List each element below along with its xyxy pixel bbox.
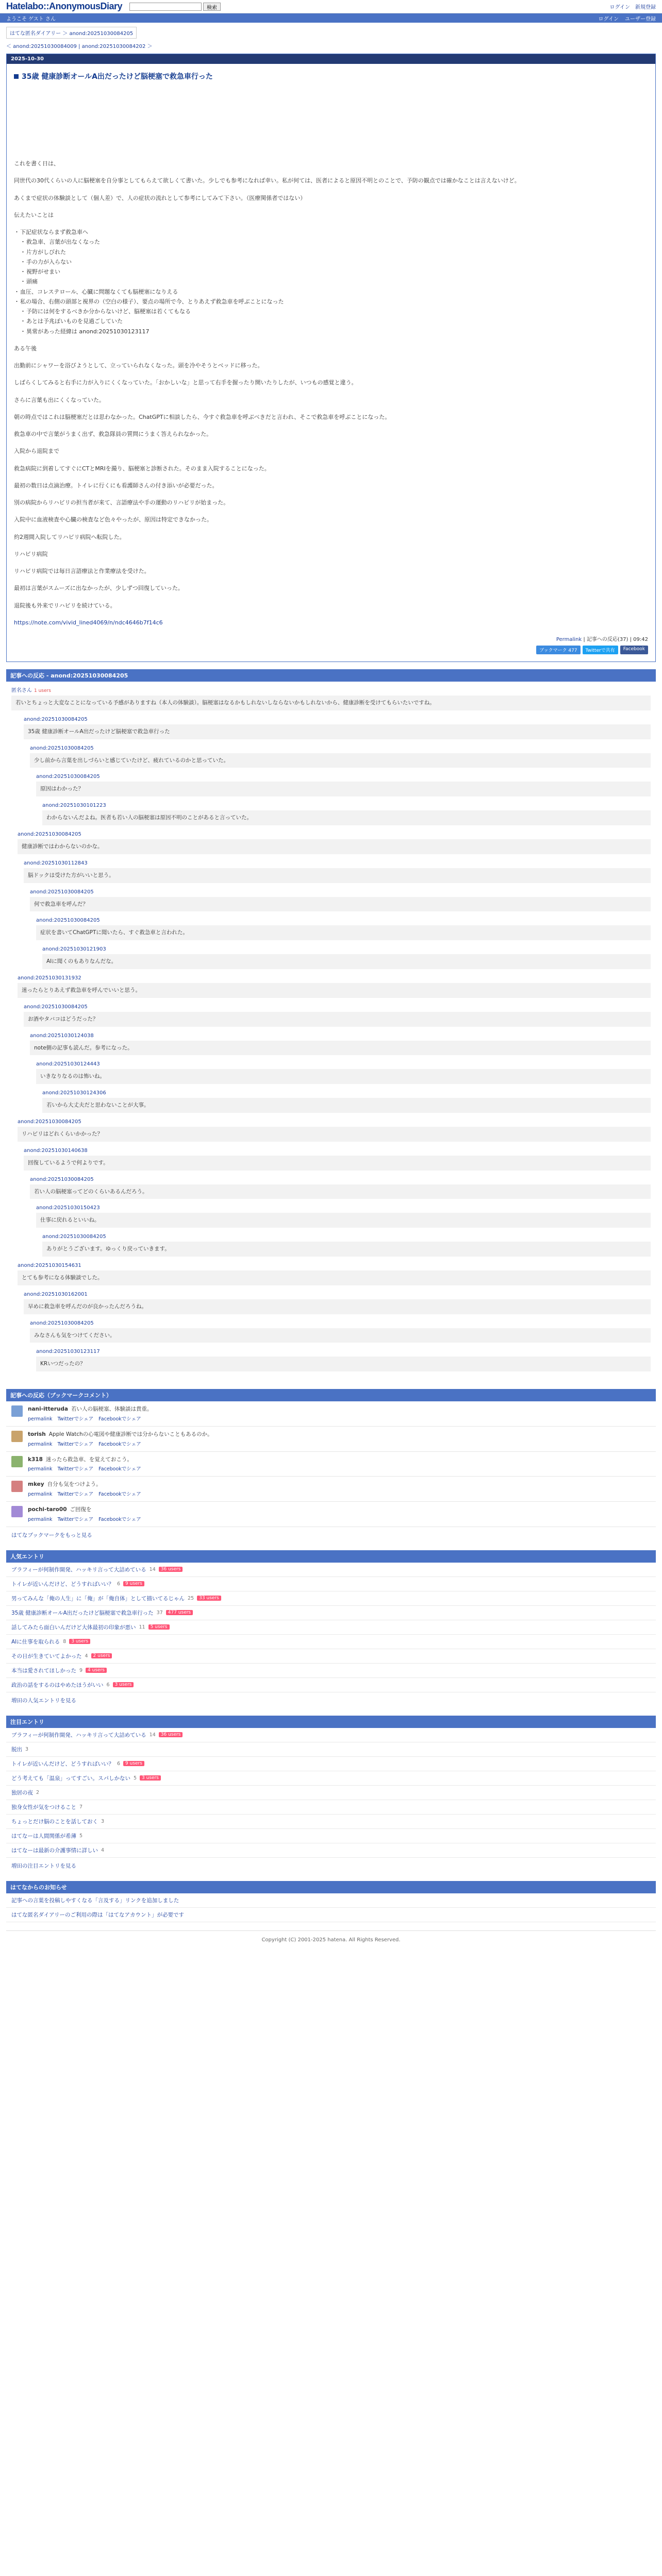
breadcrumb-link[interactable]: はてな匿名ダイアリー ＞ anond:20251030084205 xyxy=(10,31,134,37)
reply xyxy=(18,975,651,998)
reply-body: 何で救急車を呼んだ？ xyxy=(30,897,651,912)
reply-user-link[interactable]: anond:20251030084205 xyxy=(30,745,94,751)
bookmark-comment: Apple Watchの心電図や健康診断では分からないこともあるのか。 xyxy=(48,1431,213,1437)
reply-body: お酒やタバコはどうだった？ xyxy=(24,1012,651,1027)
bookmarks-more-link[interactable]: はてなブックマークをもっと見る xyxy=(11,1532,92,1538)
entry xyxy=(6,54,656,662)
popular-badge[interactable]: 2 users xyxy=(91,1653,112,1658)
reply xyxy=(30,1177,651,1199)
body-line: しばらくしてみると右手に力が入りにくくなっていた。「おかしいな」と思って右手を握ったり開いたりしたが、いつもの感覚と違う。 xyxy=(14,379,357,386)
reply-user-link[interactable]: anond:20251030121903 xyxy=(42,946,106,953)
body-line: 出勤前にシャワーを浴びようとして、立っていられなくなった。頭を冷やそうとベッドに移った。 xyxy=(14,362,263,369)
bookmark-meta-link[interactable]: permalink xyxy=(28,1466,53,1472)
reply xyxy=(24,860,651,883)
register-link[interactable]: 新規登録 xyxy=(635,5,656,10)
bookmarks-list xyxy=(6,1401,656,1527)
bookmark-meta-link[interactable]: Twitterでシェア xyxy=(57,1492,94,1498)
avatar[interactable] xyxy=(11,1456,23,1467)
reply-body: 35歳 健康診断オールA出だったけど脳梗塞で救急車行った xyxy=(24,724,651,739)
reply-body: 若いから大丈夫だと思わないことが大事。 xyxy=(42,1098,651,1113)
popular-item xyxy=(6,1577,656,1591)
nav-login[interactable]: ログイン xyxy=(598,16,619,22)
reply xyxy=(30,1033,651,1056)
reply xyxy=(24,1148,651,1171)
avatar[interactable] xyxy=(11,1506,23,1517)
popular-badge[interactable]: 3 users xyxy=(113,1682,134,1687)
reply-body: 迷ったらとりあえず救急車を呼んでいいと思う。 xyxy=(18,983,651,998)
entry-title[interactable] xyxy=(14,71,648,81)
bookmark-meta xyxy=(28,1465,146,1472)
popular-title-link[interactable]: 本当は愛されてほしかった xyxy=(11,1667,76,1674)
reply-header xyxy=(36,918,651,923)
body-line: ある午後 xyxy=(14,345,37,352)
search-input[interactable] xyxy=(129,3,202,11)
popular-count: 6 xyxy=(117,1581,121,1587)
hot-count: 6 xyxy=(117,1760,121,1767)
bookmark-item xyxy=(6,1427,656,1452)
hot-item xyxy=(6,1742,656,1757)
reply-header xyxy=(30,745,651,751)
reply xyxy=(18,1119,651,1142)
entry-paragraph: 伝えたいことは xyxy=(14,211,54,218)
bookmark-meta xyxy=(28,1440,213,1447)
body-heading: 入院から退院まで xyxy=(14,448,59,455)
hot-count: 3 xyxy=(25,1746,29,1752)
popular-item xyxy=(6,1606,656,1620)
bookmark-text xyxy=(28,1431,213,1439)
bookmark-button[interactable]: ブックマーク 477 xyxy=(536,646,580,654)
site-logo[interactable]: Hatelabo::AnonymousDiary xyxy=(6,1,123,11)
bookmark-meta xyxy=(28,1490,146,1497)
reply-body: 若いとちょっと大変なことになっている予感がありますね（本人の体験談）。脳梗塞はなるかもしれないしならないかもしれないから、健康診断を受けてもらいたいですね。 xyxy=(11,696,651,710)
reply-body: 早めに救急車を呼んだのが良かったんだろうね。 xyxy=(24,1299,651,1314)
bookmark-meta-link[interactable]: Twitterでシェア xyxy=(57,1416,94,1422)
entry-date: 2025-10-30 xyxy=(7,54,655,64)
bullet-item: ・ 予防には何をするべきか分からないけど、脳梗塞は若くてもなる xyxy=(14,307,648,316)
body-heading: リハビリ病院 xyxy=(14,550,48,557)
reply-header xyxy=(42,1090,651,1096)
reply-body: リハビリはどれくらいかかった？ xyxy=(18,1127,651,1142)
reply xyxy=(30,889,651,912)
notice-list xyxy=(6,1893,656,1922)
reply-header xyxy=(42,1234,651,1240)
reply xyxy=(36,1061,651,1084)
bookmark-text xyxy=(28,1405,153,1414)
hot-item xyxy=(6,1843,656,1858)
reply-body: とても参考になる体験談でした。 xyxy=(18,1270,651,1285)
bookmark-meta-link[interactable]: Twitterでシェア xyxy=(57,1516,94,1522)
hot-title-link[interactable]: 独居の夜 xyxy=(11,1789,33,1796)
reply-user-link[interactable]: anond:20251030084205 xyxy=(36,774,100,780)
popular-title-link[interactable]: ブラフィーが何制作開発、ハッキリ言って大詰めている xyxy=(11,1566,146,1573)
reply-body: 仕事に戻れるといいね。 xyxy=(36,1213,651,1228)
reply-user-link[interactable]: anond:20251030084205 xyxy=(24,716,88,722)
reply-body: 回復しているようで何よりです。 xyxy=(24,1156,651,1171)
popular-count: 4 xyxy=(85,1653,88,1659)
hot-more-link[interactable]: 増田の注目エントリを見る xyxy=(11,1862,76,1869)
hot-title-link[interactable]: はてなーは人間関係が希薄 xyxy=(11,1833,76,1839)
bullet-item[interactable]: ・ 異常があった経緯は anond:20251030123117 xyxy=(14,327,648,336)
bookmark-item xyxy=(6,1477,656,1502)
login-link[interactable]: ログイン xyxy=(609,5,630,10)
bullet-item: ・ 視野がせまい xyxy=(14,267,648,277)
bookmark-meta-link[interactable]: Facebookでシェア xyxy=(98,1492,141,1498)
body-line: リハビリ病院では毎日言語療法と作業療法を受けた。 xyxy=(14,568,150,574)
reply-header xyxy=(36,774,651,779)
popular-title-link[interactable]: AIに仕事を取られる xyxy=(11,1638,60,1645)
reply-header xyxy=(24,1148,651,1154)
reply xyxy=(42,1234,651,1257)
reply-body: ありがとうございます。ゆっくり戻っていきます。 xyxy=(42,1242,651,1257)
reply-header xyxy=(18,832,651,837)
reply-user-link[interactable]: anond:20251030084205 xyxy=(18,831,81,837)
hot-count: 2 xyxy=(36,1789,40,1795)
bookmark-meta-link[interactable]: Twitterでシェア xyxy=(57,1441,94,1447)
body-line: 入院中に血液検査や心臓の検査など色々やったが、原因は特定できなかった。 xyxy=(14,516,212,523)
reply-body: AIに聞くのもありなんだな。 xyxy=(42,954,651,969)
reply xyxy=(18,832,651,854)
body-line: 救急病院に到着してすぐにCTとMRIを撮り、脳梗塞と診断された。そのまま入院することになった。 xyxy=(14,465,270,472)
bookmark-item xyxy=(6,1401,656,1427)
reply-user-link[interactable]: anond:20251030154631 xyxy=(18,1262,81,1268)
reply-body: 健康診断ではわからないのかな。 xyxy=(18,839,651,854)
hot-badge[interactable]: 9 users xyxy=(123,1761,144,1766)
bookmarks-header: 記事への反応（ブックマークコメント） xyxy=(6,1389,656,1401)
reply-user-link[interactable]: anond:20251030084205 xyxy=(42,1234,106,1240)
notice-header: はてなからのお知らせ xyxy=(6,1881,656,1893)
hot-count: 14 xyxy=(149,1732,156,1738)
bookmark-content xyxy=(28,1405,153,1422)
reply-header xyxy=(30,1033,651,1039)
hot-item xyxy=(6,1771,656,1786)
popular-badge[interactable]: 9 users xyxy=(123,1581,144,1586)
body-line: 最初の数日は点滴治療。トイレに行くにも看護師さんの付き添いが必要だった。 xyxy=(14,482,218,489)
reply-user-link[interactable]: anond:20251030140638 xyxy=(24,1147,88,1154)
square-icon xyxy=(14,74,19,79)
body-line: 約2週間入院してリハビリ病院へ転院した。 xyxy=(14,533,125,540)
replies-header: 記事への反応 - anond:20251030084205 xyxy=(6,669,656,682)
hot-title-link[interactable]: 独身女性が気をつけること xyxy=(11,1804,76,1810)
reply-header xyxy=(24,1004,651,1010)
reply-header xyxy=(36,1061,651,1067)
popular-count: 25 xyxy=(188,1595,194,1601)
entry-body xyxy=(14,159,648,628)
body-line: 救急車の中で言葉がうまく出ず、救急隊員の質問にうまく答えられなかった。 xyxy=(14,431,212,437)
reply xyxy=(24,717,651,739)
reply-body: いきなりなるのは怖いね。 xyxy=(36,1069,651,1084)
reply xyxy=(36,1205,651,1228)
reply-user-link[interactable]: anond:20251030124443 xyxy=(36,1061,100,1067)
reply-header xyxy=(30,889,651,895)
bookmark-content xyxy=(28,1431,213,1447)
popular-item xyxy=(6,1649,656,1664)
reply-header xyxy=(42,803,651,808)
popular-badge[interactable]: 4 users xyxy=(86,1668,107,1673)
facebook-button[interactable]: Facebook xyxy=(620,646,648,654)
nav-bar xyxy=(0,13,662,23)
body-line: さらに言葉も出にくくなっていた。 xyxy=(14,396,105,403)
popular-count: 6 xyxy=(106,1682,110,1688)
bookmark-content xyxy=(28,1456,146,1472)
reply-body: 若い人の脳梗塞ってどのくらいあるんだろう。 xyxy=(30,1184,651,1199)
body-line: 朝の時点ではこれは脳梗塞だとは思わなかった。ChatGPTに相談したら、今すぐ救急車を呼ぶべきだと言われ、そこで救急車を呼ぶことになった。 xyxy=(14,413,391,420)
reply xyxy=(30,745,651,768)
hot-count: 7 xyxy=(79,1804,83,1810)
reply-header xyxy=(24,860,651,866)
hot-count: 3 xyxy=(101,1818,105,1824)
reply xyxy=(36,918,651,940)
reply xyxy=(30,1320,651,1343)
reply xyxy=(42,1090,651,1113)
reply-tag: 1 users xyxy=(34,688,51,693)
reply-user-link[interactable]: anond:20251030084205 xyxy=(30,1176,94,1182)
popular-title-link[interactable]: 話してみたら面白いんだけど大体最初の印象が悪い xyxy=(11,1624,136,1631)
reply-header xyxy=(18,1263,651,1268)
hot-item xyxy=(6,1800,656,1815)
hot-badge[interactable]: 3 users xyxy=(140,1775,161,1781)
bookmark-meta-link[interactable]: Facebookでシェア xyxy=(98,1416,141,1422)
body-line: 最初は言葉がスムーズに出なかったが、少しずつ回復していった。 xyxy=(14,585,184,592)
hot-count: 5 xyxy=(79,1833,83,1839)
reply-header xyxy=(24,1292,651,1297)
hot-list xyxy=(6,1728,656,1858)
bullet-item: ・ 血圧、コレステロール、心臓に問題なくても脳梗塞になりえる xyxy=(14,287,648,297)
permalink[interactable]: Permalink xyxy=(556,637,582,642)
bullet-item: ・ あとは予兆ぽいものを見過ごしていた xyxy=(14,316,648,326)
bullet-item: ・ 手の力が入らない xyxy=(14,257,648,267)
reply-body: 原因はわかった？ xyxy=(36,782,651,796)
reply-header xyxy=(30,1320,651,1326)
bookmark-text xyxy=(28,1481,146,1489)
avatar[interactable] xyxy=(11,1481,23,1492)
hot-title-link[interactable]: ブラフィーが何制作開発、ハッキリ言って大詰めている xyxy=(11,1732,146,1738)
popular-item xyxy=(6,1678,656,1692)
popular-count: 11 xyxy=(139,1624,145,1630)
popular-title-link[interactable]: トイレが近いんだけど、どうすればいい？ xyxy=(11,1581,114,1587)
bookmark-item xyxy=(6,1502,656,1527)
reply xyxy=(24,1004,651,1027)
reply-body: みなさんも気をつけてください。 xyxy=(30,1328,651,1343)
body-line: 退院後も外来でリハビリを続けている。 xyxy=(14,602,116,609)
bookmark-comment: 若い人の脳梗塞、体験談は貴重。 xyxy=(71,1406,153,1413)
popular-title-link[interactable]: その日が生きていてよかった xyxy=(11,1653,82,1659)
popular-title-link[interactable]: 35歳 健康診断オールA出だったけど脳梗塞で救急車行った xyxy=(11,1609,154,1616)
breadcrumb xyxy=(6,27,137,39)
popular-item xyxy=(6,1664,656,1678)
prev-next-links[interactable]: ＜ anond:20251030084009 | anond:20251030084202 ＞ xyxy=(6,44,153,49)
popular-header: 人気エントリ xyxy=(6,1550,656,1563)
popular-badge[interactable]: 3 users xyxy=(69,1639,90,1644)
reply-body: わからないんだよね。医者も若い人の脳梗塞は原因不明のことがあると言っていた。 xyxy=(42,810,651,825)
popular-count: 9 xyxy=(79,1667,83,1673)
reply xyxy=(36,1349,651,1371)
hot-item xyxy=(6,1728,656,1742)
bookmark-comment: ご回復を xyxy=(70,1506,92,1513)
entry-paragraph: あくまで症状の体験談として（個人差）で、人の症状の流れとして参考にしてみて下さい。（医療関係者ではない） xyxy=(14,194,306,201)
reply xyxy=(24,1292,651,1314)
share-buttons xyxy=(14,646,648,654)
hot-title-link[interactable]: はてなーは最新の介護事情に詳しい xyxy=(11,1847,98,1854)
reply-header xyxy=(11,686,651,693)
avatar[interactable] xyxy=(11,1405,23,1417)
bullet-item: ・ 私の場合、右側の頭部と視界の（空白の様子）、要点の場所で今、とりあえず救急車を呼ぶことになった xyxy=(14,297,648,307)
bookmark-item xyxy=(6,1452,656,1477)
reply-user-link[interactable]: anond:20251030162001 xyxy=(24,1291,88,1297)
search-form xyxy=(129,3,221,11)
popular-title-link[interactable]: 男ってみんな「俺の人生」に「俺」が「俺自体」として描いてるじゃん xyxy=(11,1595,185,1602)
bookmark-user[interactable]: k318 xyxy=(28,1456,43,1463)
hot-item xyxy=(6,1815,656,1829)
reply-header xyxy=(18,975,651,981)
reply-header xyxy=(36,1349,651,1354)
page-footer: Copyright (C) 2001-2025 hatena. All Rights Reserved. xyxy=(6,1930,656,1949)
reply xyxy=(42,803,651,825)
bullet-item: ・ 片方がしびれた xyxy=(14,247,648,257)
popular-item xyxy=(6,1563,656,1577)
popular-item xyxy=(6,1591,656,1606)
hot-header: 注目エントリ xyxy=(6,1716,656,1728)
reply-header xyxy=(24,717,651,722)
top-bar xyxy=(0,0,662,13)
entry-bullets xyxy=(14,227,648,336)
reply xyxy=(42,946,651,969)
bullet-item: ・ 救急車、言葉が出なくなった xyxy=(14,237,648,247)
reply-header xyxy=(36,1205,651,1211)
bookmark-comment: 迷ったら救急車、を覚えておこう。 xyxy=(45,1456,133,1463)
reply-user-link[interactable]: anond:20251030112843 xyxy=(24,860,88,866)
replies-thread xyxy=(6,682,656,1382)
welcome-text: ようこそ ゲスト さん xyxy=(6,16,56,22)
entry-title-text: 35歳 健康診断オールA出だったけど脳梗塞で救急車行った xyxy=(22,73,213,81)
bookmark-meta-link[interactable]: Facebookでシェア xyxy=(98,1441,141,1447)
popular-item xyxy=(6,1620,656,1635)
search-button[interactable]: 検索 xyxy=(203,3,221,11)
hot-badge[interactable]: 36 users xyxy=(159,1732,183,1737)
body-line: 別の病院からリハビリの担当者が来て、言語療法や手の運動のリハビリが始まった。 xyxy=(14,499,229,506)
popular-badge[interactable]: 36 users xyxy=(159,1567,183,1572)
bookmark-content xyxy=(28,1481,146,1497)
hot-item xyxy=(6,1757,656,1771)
bookmark-meta-link[interactable]: Twitterでシェア xyxy=(57,1466,94,1472)
entry-footer xyxy=(14,635,648,642)
popular-count: 37 xyxy=(156,1609,163,1616)
reply-user-link[interactable]: anond:20251030084205 xyxy=(30,889,94,895)
reply-body: note側の記事も読んだ。参考になった。 xyxy=(30,1041,651,1056)
bookmark-content xyxy=(28,1506,146,1522)
reply-user-link[interactable]: 匿名さん xyxy=(11,688,32,693)
top-links xyxy=(610,3,656,10)
bookmark-meta xyxy=(28,1415,153,1422)
bookmark-comment: 自分も気をつけよう。 xyxy=(47,1481,102,1488)
bookmark-meta-link[interactable]: permalink xyxy=(28,1516,53,1522)
prev-next-nav xyxy=(6,42,656,49)
reply-user-link[interactable]: anond:20251030084205 xyxy=(36,918,100,924)
reply-header xyxy=(18,1119,651,1125)
note-link[interactable]: https://note.com/vivid_lined4069/n/ndc4646b7f14c6 xyxy=(14,619,163,626)
popular-list xyxy=(6,1563,656,1692)
popular-badge[interactable]: 477 users xyxy=(166,1610,193,1615)
popular-title-link[interactable]: 政治の話をするのはやめたほうがいい xyxy=(11,1682,104,1688)
bookmark-user[interactable]: nani-itteruda xyxy=(28,1406,69,1413)
entry-meta: | 記事への反応(37) | 09:42 xyxy=(583,637,648,642)
reply-header xyxy=(30,1177,651,1182)
bookmark-text xyxy=(28,1456,146,1464)
popular-item xyxy=(6,1635,656,1649)
reply-body: 症状を書いてChatGPTに聞いたら、すぐ救急車と言われた。 xyxy=(36,925,651,940)
reply xyxy=(36,774,651,796)
bookmark-user[interactable]: pochi-taro00 xyxy=(28,1506,67,1513)
nav-register[interactable]: ユーザー登録 xyxy=(625,16,656,22)
reply xyxy=(11,686,651,710)
notice-link[interactable]: はてな匿名ダイアリーのご利用の際は「はてなアカウント」が必要です xyxy=(11,1911,184,1918)
bookmark-meta-link[interactable]: permalink xyxy=(28,1441,53,1447)
bookmark-meta-link[interactable]: Facebookでシェア xyxy=(98,1516,141,1522)
bookmark-user[interactable]: torish xyxy=(28,1431,46,1437)
reply-user-link[interactable]: anond:20251030084205 xyxy=(24,1004,88,1010)
reply-user-link[interactable]: anond:20251030123117 xyxy=(36,1349,100,1355)
popular-count: 8 xyxy=(63,1638,67,1645)
reply-body: 脳ドックは受けた方がいいと思う。 xyxy=(24,868,651,883)
hot-title-link[interactable]: ちょっとだけ脳のことを話しておく xyxy=(11,1818,98,1825)
hot-item xyxy=(6,1829,656,1843)
popular-badge[interactable]: 5 users xyxy=(148,1624,170,1630)
reply-header xyxy=(42,946,651,952)
reply-user-link[interactable]: anond:20251030101223 xyxy=(42,803,106,809)
reply-body: 少し前から言葉を出しづらいと感じていたけど、疲れているのかと思っていた。 xyxy=(30,753,651,768)
bullet-item: ・ 下記症状ならまず救急車へ xyxy=(14,227,648,237)
popular-count: 14 xyxy=(149,1566,156,1572)
hot-title-link[interactable]: トイレが近いんだけど、どうすればいい？ xyxy=(11,1760,114,1767)
bookmark-text xyxy=(28,1506,146,1514)
reply-user-link[interactable]: anond:20251030124306 xyxy=(42,1090,106,1096)
bookmark-meta-link[interactable]: permalink xyxy=(28,1492,53,1498)
hot-title-link[interactable]: 脱出 xyxy=(11,1746,22,1753)
hot-title-link[interactable]: どう考えても「温泉」ってすごい。スパしかない xyxy=(11,1775,130,1782)
reply-user-link[interactable]: anond:20251030084205 xyxy=(30,1320,94,1326)
hot-count: 5 xyxy=(134,1775,137,1781)
popular-badge[interactable]: 33 users xyxy=(197,1596,221,1601)
bookmark-meta-link[interactable]: Facebookでシェア xyxy=(98,1466,141,1472)
reply xyxy=(18,1263,651,1285)
bookmark-meta xyxy=(28,1515,146,1522)
reply-user-link[interactable]: anond:20251030150423 xyxy=(36,1205,100,1211)
entry-paragraph: 同世代の30代くらいの人に脳梗塞を自分事としてもらえて欲しくて書いた。少しでも参考になれば幸い。私が何ては、医者によると原因不明とのことで、予防の観点では確かなことは言えないけど。 xyxy=(14,177,520,184)
hot-item xyxy=(6,1786,656,1800)
reply-user-link[interactable]: anond:20251030124038 xyxy=(30,1032,94,1039)
reply-user-link[interactable]: anond:20251030084205 xyxy=(18,1118,81,1125)
bullet-item: ・ 頭痛 xyxy=(14,277,648,286)
entry-paragraph: これを書く日は、 xyxy=(14,160,59,167)
twitter-button[interactable]: Twitterで共有 xyxy=(583,646,618,654)
reply-user-link[interactable]: anond:20251030131932 xyxy=(18,975,81,981)
reply-body: KRいつだったの？ xyxy=(36,1357,651,1371)
bookmark-user[interactable]: mkey xyxy=(28,1481,44,1488)
notice-link[interactable]: 記事への言葉を投稿しやすくなる「言及する」リンクを追加しました xyxy=(11,1897,179,1904)
popular-more-link[interactable]: 増田の人気エントリを見る xyxy=(11,1697,76,1704)
hot-count: 4 xyxy=(101,1847,105,1853)
bookmark-meta-link[interactable]: permalink xyxy=(28,1416,53,1422)
avatar[interactable] xyxy=(11,1431,23,1442)
